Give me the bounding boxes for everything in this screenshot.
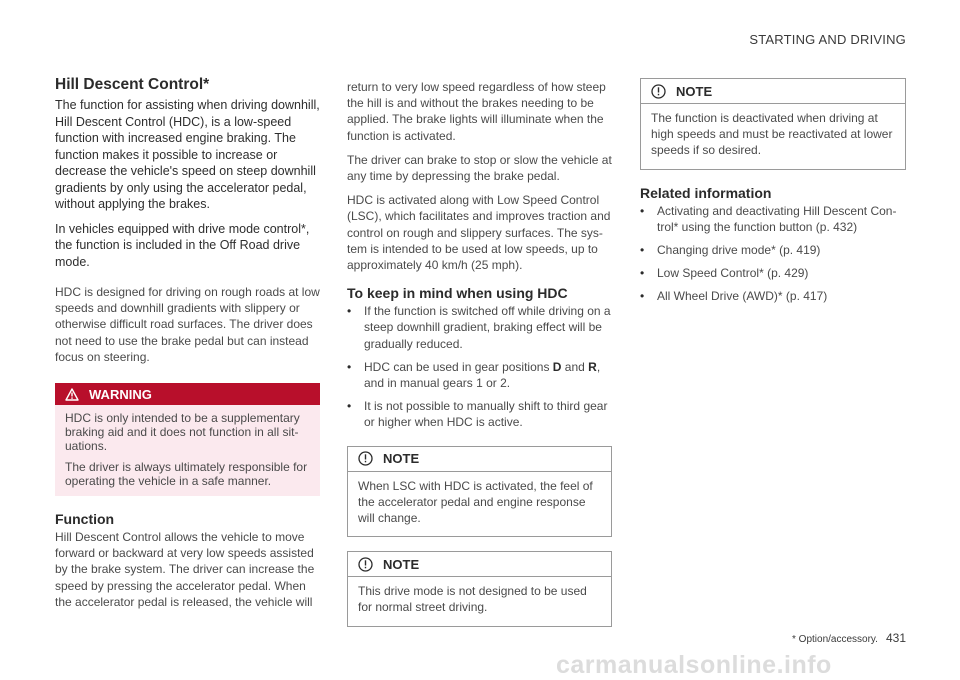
- page-number: 431: [885, 631, 906, 645]
- related-link[interactable]: • Activating and deactivating Hill Descent Con-trol* using the function button (p. 432): [640, 203, 897, 234]
- lsc-paragraph: HDC is activated along with Low Speed Control (LSC), which facilitates and improves traction and control on rough and slippery surfaces. The sys-tem is intended to be used at low speeds, up to approximately 40 km/h (25 mph).: [347, 193, 611, 273]
- keep-in-mind-list: [347, 303, 612, 430]
- related-link[interactable]: • Changing drive mode* (p. 419): [640, 243, 821, 258]
- page-footer: [792, 631, 906, 645]
- keep-in-mind-heading: To keep in mind when using HDC: [347, 285, 568, 302]
- column-middle: [347, 79, 612, 627]
- note-box: [640, 78, 906, 170]
- list-item: • HDC can be used in gear positions D and R, and in manual gears 1 or 2.: [347, 359, 601, 391]
- related-link[interactable]: • All Wheel Drive (AWD)* (p. 417): [640, 289, 828, 304]
- function-heading: Function: [55, 511, 115, 528]
- list-item: • If the function is switched off while driving on a steep downhill gradient, braking effect will be gradually reduced.: [347, 304, 611, 351]
- warning-triangle-icon: [65, 388, 79, 401]
- related-links-list: [640, 203, 906, 305]
- note-box: [347, 551, 612, 626]
- continued-paragraph: return to very low speed regardless of how steep the hill is and without the brakes needing to be applied. The brake lights will illuminate when the function is activated.: [347, 80, 606, 143]
- intro-paragraph-2: In vehicles equipped with drive mode control*, the function is included in the Off Road drive mode.: [55, 221, 310, 269]
- note-text: When LSC with HDC is activated, the feel of the accelerator pedal and engine response will change.: [358, 478, 593, 526]
- info-circle-icon: [358, 451, 373, 466]
- column-left: [55, 76, 320, 610]
- info-circle-icon: [651, 84, 666, 99]
- brake-paragraph: The driver can brake to stop or slow the vehicle at any time by depressing the brake pedal.: [347, 152, 612, 184]
- related-link[interactable]: • Low Speed Control* (p. 429): [640, 266, 809, 281]
- warning-box: [55, 383, 320, 496]
- warning-title: WARNING: [89, 386, 152, 402]
- warning-text-1: HDC is only intended to be a supplementary braking aid and it does not function in all sit-uations.: [65, 411, 300, 454]
- note-box: [347, 446, 612, 538]
- watermark: carmanualsonline.info: [556, 651, 832, 679]
- list-item: • It is not possible to manually shift to third gear or higher when HDC is active.: [347, 399, 608, 430]
- related-information-heading: Related information: [640, 184, 772, 201]
- warning-text-2: The driver is always ultimately responsible for operating the vehicle in a safe manner.: [65, 460, 308, 489]
- page-title: Hill Descent Control*: [55, 76, 210, 93]
- note-title: NOTE: [383, 556, 420, 572]
- intro-paragraph: The function for assisting when driving downhill, Hill Descent Control (HDC), is a low-speed function with increased engine braking. The function makes it possible to increase or decrease the vehicle's speed on steep downhill gradients by only using the accelerator pedal, without applying the brakes.: [55, 98, 320, 211]
- warning-header: [55, 383, 320, 405]
- section-header: STARTING AND DRIVING: [749, 32, 906, 47]
- info-circle-icon: [358, 557, 373, 572]
- body-paragraph: HDC is designed for driving on rough roads at low speeds and downhill gradients with slippery or otherwise difficult road surfaces. The driver does not need to use the brake pedal but can instead focus on steering.: [55, 285, 320, 364]
- footnote: * Option/accessory.: [792, 634, 878, 645]
- note-title: NOTE: [676, 83, 713, 99]
- function-paragraph: Hill Descent Control allows the vehicle to move forward or backward at very low speeds assisted by the brake system. The driver can increase the speed by pressing the accelerator pedal. When the accelerator pedal is released, the vehicle will: [55, 530, 315, 609]
- note-title: NOTE: [383, 451, 420, 467]
- note-text: This drive mode is not designed to be used for normal street driving.: [358, 584, 587, 615]
- column-right: [640, 78, 906, 312]
- note-text: The function is deactivated when driving at high speeds and must be reactivated at lower speeds if so desired.: [651, 111, 893, 158]
